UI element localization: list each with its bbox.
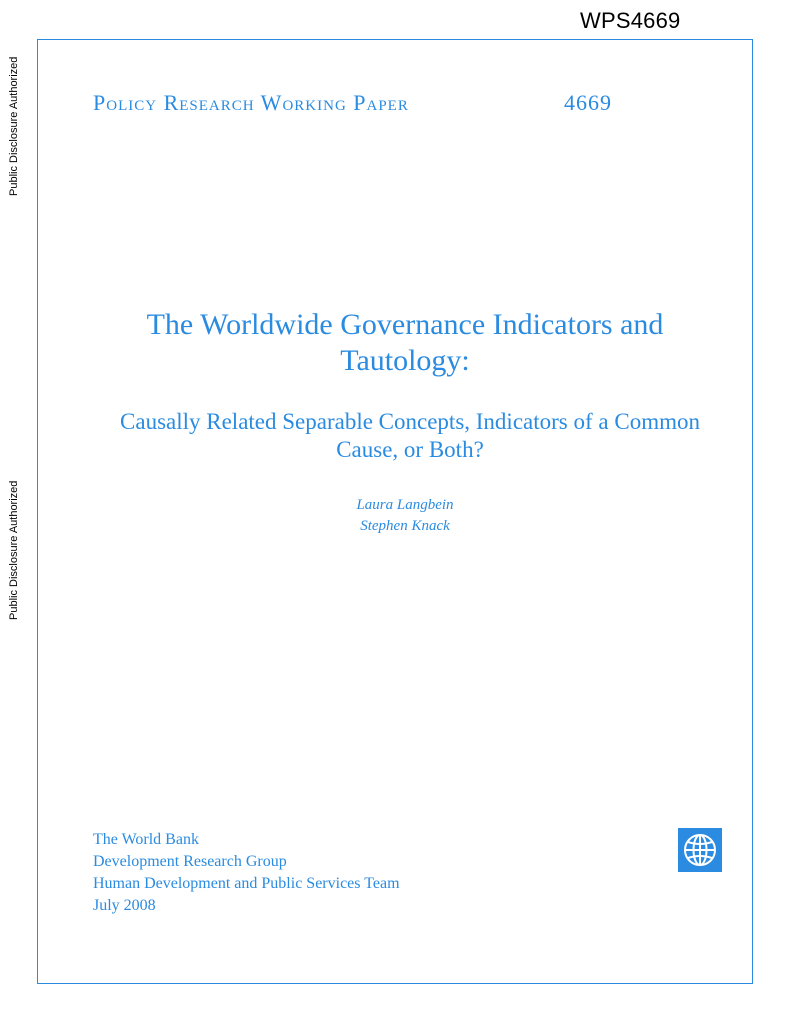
document-id: WPS4669	[580, 8, 681, 33]
paper-subtitle: Causally Related Separable Concepts, Indicators of a Common Cause, or Both?	[120, 409, 700, 462]
author-name: Stephen Knack	[360, 518, 450, 534]
paper-title: The Worldwide Governance Indicators and Tautology:	[146, 308, 664, 377]
series-label: Policy Research Working Paper	[93, 90, 409, 115]
publication-date: July 2008	[93, 897, 156, 914]
organization-name: The World Bank	[93, 831, 199, 848]
author-list	[300, 495, 510, 537]
author-name: Laura Langbein	[356, 497, 454, 513]
disclosure-stamp-top: Public Disclosure Authorized	[8, 56, 20, 196]
department-name: Development Research Group	[93, 853, 287, 870]
series-number: 4669	[564, 90, 612, 115]
world-bank-globe-icon	[678, 828, 722, 872]
team-name: Human Development and Public Services Team	[93, 875, 400, 892]
disclosure-stamp-bottom: Public Disclosure Authorized	[8, 480, 20, 620]
organization-block	[93, 829, 400, 917]
